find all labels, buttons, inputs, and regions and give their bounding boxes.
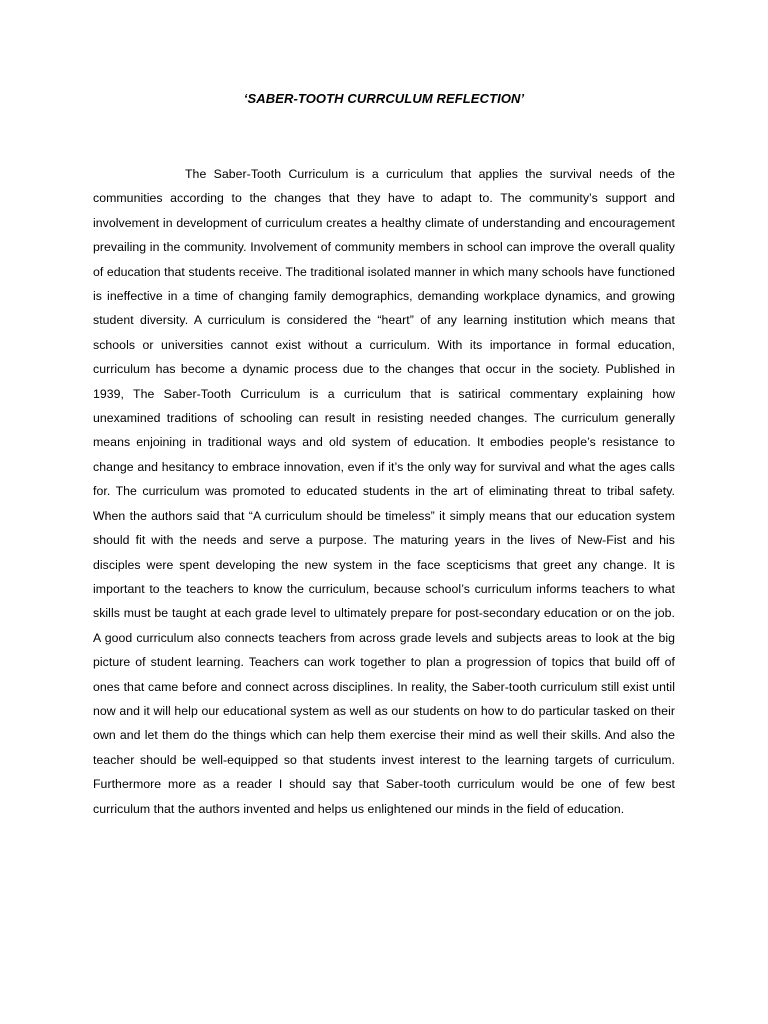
reflection-paragraph: The Saber-Tooth Curriculum is a curriculum that applies the survival needs of the communities according to the changes that they have to adapt to. The community’s support and involvement in development of curriculum creates a healthy climate of understanding and encouragement prevailing in the community. Involvement of community members in school can improve the overall quality of education that students receive. The traditional isolated manner in which many schools have functioned is ineffective in a time of changing family demographics, demanding workplace dynamics, and growing student diversity. A curriculum is considered the “heart” of any learning institution which means that schools or universities cannot exist without a curriculum. With its importance in formal education, curriculum has become a dynamic process due to the changes that occur in the society. Published in 1939, The Saber-Tooth Curriculum is a curriculum that is satirical commentary explaining how unexamined traditions of schooling can result in resisting needed changes. The curriculum generally means enjoining in traditional ways and old system of education. It embodies people’s resistance to change and hesitancy to embrace innovation, even if it’s the only way for survival and what the ages calls for. The curriculum was promoted to educated students in the art of eliminating threat to tribal safety. When the authors said that “A curriculum should be timeless” it simply means that our education system should fit with the needs and serve a purpose. The maturing years in the lives of New-Fist and his disciples were spent developing the new system in the face scepticisms that greet any change. It is important to the teachers to know the curriculum, because school’s curriculum informs teachers to what skills must be taught at each grade level to ultimately prepare for post-secondary education or on the job. A good curriculum also connects teachers from across grade levels and subjects areas to look at the big picture of student learning. Teachers can work together to plan a progression of topics that build off of ones that came before and connect across disciplines. In reality, the Saber-tooth curriculum still exist until now and it will help our educational system as well as our students on how to do particular tasked on their own and let them do the things which can help them exercise their mind as well their skills. And also the teacher should be well-equipped so that students invest interest to the learning targets of curriculum. Furthermore more as a reader I should say that Saber-tooth curriculum would be one of few best curriculum that the authors invented and helps us enlightened our minds in the field of education. [93,167,675,816]
document-title: ‘SABER-TOOTH CURRCULUM REFLECTION’ [243,91,525,106]
